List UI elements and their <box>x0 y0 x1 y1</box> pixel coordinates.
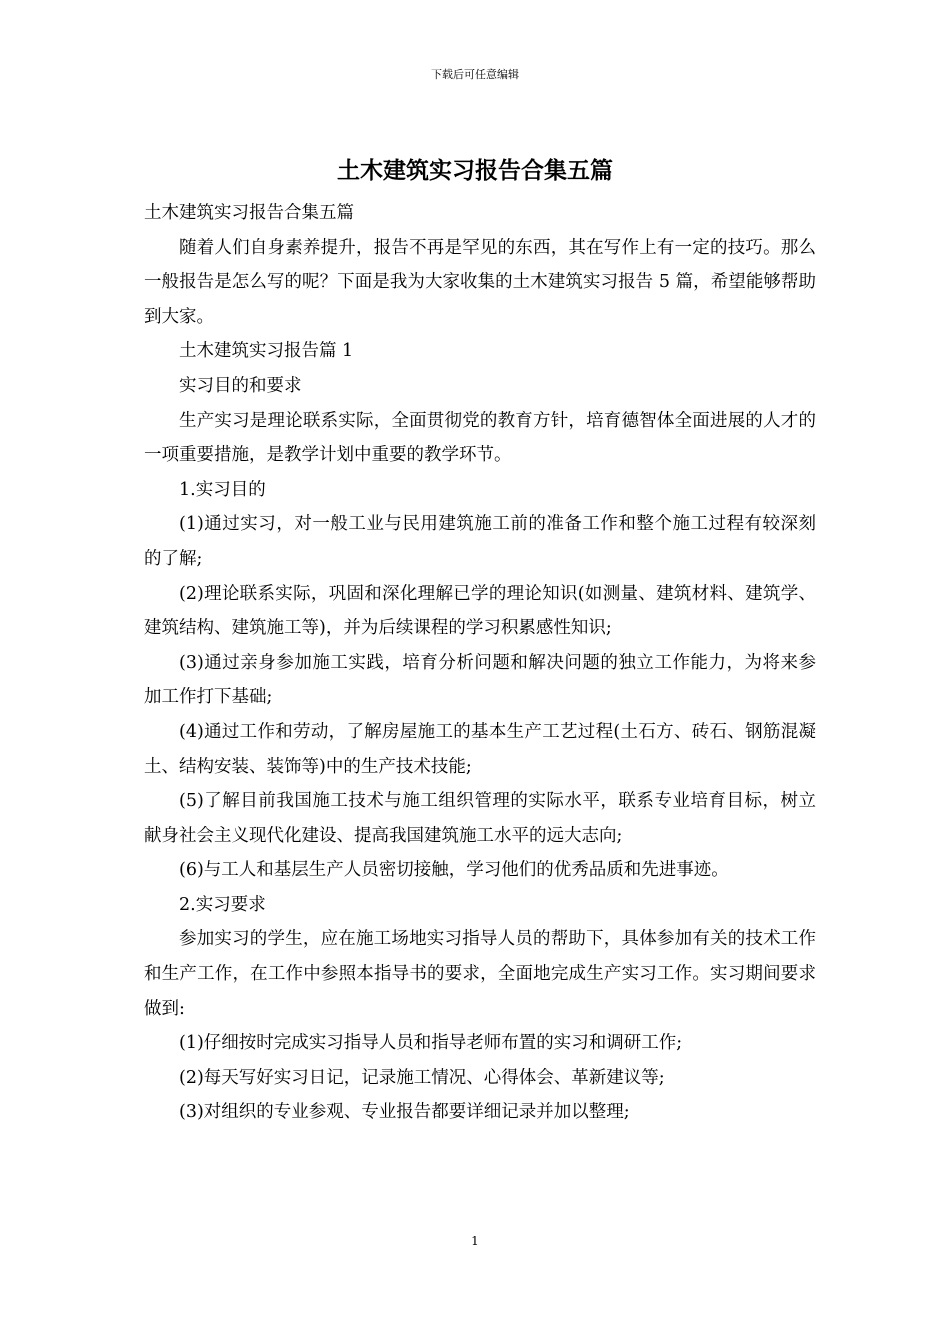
paragraph: 参加实习的学生，应在施工场地实习指导人员的帮助下，具体参加有关的技术工作和生产工作，在工作中参照本指导书的要求，全面地完成生产实习工作。实习期间要求做到: <box>144 929 816 1019</box>
list-item: (3)通过亲身参加施工实践，培育分析问题和解决问题的独立工作能力，为将来参加工作打下基础; <box>144 652 816 708</box>
list-item: (5)了解目前我国施工技术与施工组织管理的实际水平，联系专业培育目标，树立献身社会主义现代化建设、提高我国建筑施工水平的远大志向; <box>144 791 816 846</box>
list-item: (3)对组织的专业参观、专业报告都要详细记录并加以整理; <box>179 1102 630 1123</box>
list-item: (4)通过工作和劳动，了解房屋施工的基本生产工艺过程(土石方、砖石、钢筋混凝土、结构安装、装饰等)中的生产技术技能; <box>144 721 816 777</box>
section-heading: 实习目的和要求 <box>179 375 302 396</box>
subsection-heading: 2.实习要求 <box>179 894 266 915</box>
list-item: (2)理论联系实际，巩固和深化理解已学的理论知识(如测量、建筑材料、建筑学、建筑结构、建筑施工等)，并为后续课程的学习积累感性知识; <box>144 583 816 639</box>
paragraph: 土木建筑实习报告合集五篇 <box>144 203 354 223</box>
list-item: (2)每天写好实习日记，记录施工情况、心得体会、革新建议等; <box>179 1067 665 1088</box>
list-item: (6)与工人和基层生产人员密切接触，学习他们的优秀品质和先进事迹。 <box>179 860 729 881</box>
paragraph: 随着人们自身素养提升，报告不再是罕见的东西，其在写作上有一定的技巧。那么一般报告是怎么写的呢？下面是我为大家收集的土木建筑实习报告 5 篇，希望能够帮助到大家。 <box>144 237 816 327</box>
page-header: 下载后可任意编辑 <box>431 68 519 81</box>
page-number: 1 <box>471 1234 479 1248</box>
document-title: 土木建筑实习报告合集五篇 <box>337 158 613 184</box>
paragraph: 生产实习是理论联系实际，全面贯彻党的教育方针，培育德智体全面进展的人才的一项重要措施，是教学计划中重要的教学环节。 <box>144 410 816 466</box>
list-item: (1)通过实习，对一般工业与民用建筑施工前的准备工作和整个施工过程有较深刻的了解; <box>144 514 816 569</box>
subsection-heading: 1.实习目的 <box>179 479 266 500</box>
section-heading: 土木建筑实习报告篇 1 <box>179 341 354 362</box>
list-item: (1)仔细按时完成实习指导人员和指导老师布置的实习和调研工作; <box>179 1033 683 1054</box>
document-body <box>144 196 816 1130</box>
